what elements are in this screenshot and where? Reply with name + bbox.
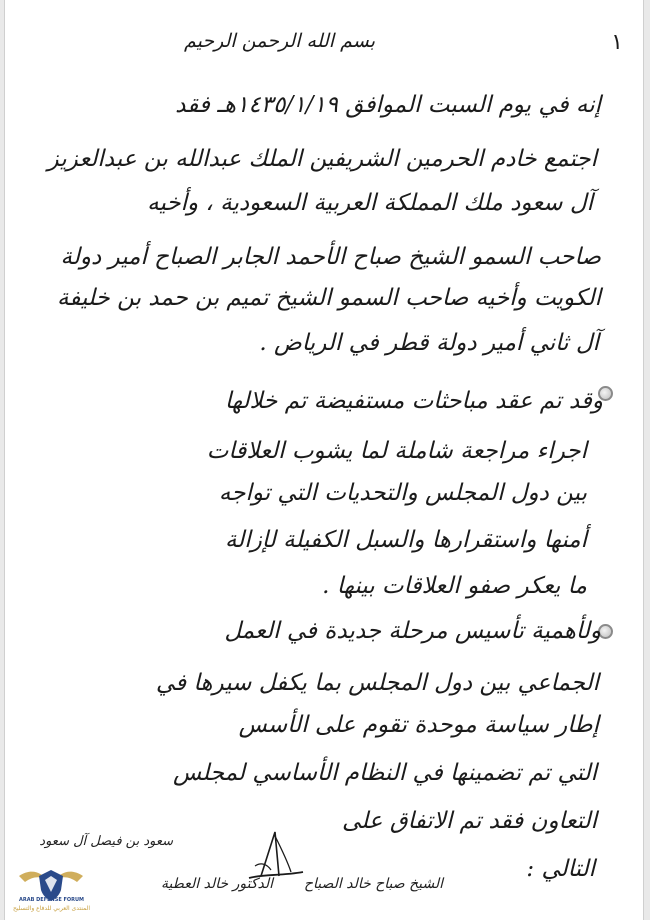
- basmala-heading: بسم الله الرحمن الرحيم: [184, 30, 375, 52]
- letter-line-17: التالي :: [526, 856, 595, 882]
- signature-name-center: الشيخ صباح خالد الصباح: [303, 876, 443, 892]
- letter-line-2: اجتمع خادم الحرمين الشريفين الملك عبدالله بن عبدالعزيز: [47, 146, 597, 172]
- letter-line-9: بين دول المجلس والتحديات التي تواجه: [218, 480, 587, 506]
- letter-line-13: الجماعي بين دول المجلس بما يكفل سيرها في: [155, 670, 599, 696]
- letter-line-4: صاحب السمو الشيخ صباح الأحمد الجابر الصباح أمير دولة: [60, 244, 601, 270]
- scanned-letter-page: [4, 0, 644, 920]
- logo-brand-arabic: المنتدى العربي للدفاع والتسليح: [13, 905, 90, 912]
- letter-line-8: اجراء مراجعة شاملة لما يشوب العلاقات: [206, 438, 587, 464]
- letter-line-15: التي تم تضمينها في النظام الأساسي لمجلس: [172, 760, 597, 786]
- signature-name-left: الدكتور خالد العطية: [161, 876, 273, 892]
- letter-line-11: ما يعكر صفو العلاقات بينها .: [322, 573, 587, 599]
- letter-line-6: آل ثاني أمير دولة قطر في الرياض .: [259, 330, 599, 356]
- handwritten-signature-icon: [241, 826, 311, 886]
- letter-line-3: آل سعود ملك المملكة العربية السعودية ، وأخيه: [147, 190, 593, 216]
- letter-line-5: الكويت وأخيه صاحب السمو الشيخ تميم بن حمد بن خليفة: [57, 285, 601, 311]
- logo-brand-english: ARAB DEFENSE FORUM: [19, 897, 85, 903]
- letter-line-12: ولأهمية تأسيس مرحلة جديدة في العمل: [224, 618, 601, 644]
- letter-line-7: وقد تم عقد مباحثات مستفيضة تم خلالها: [224, 388, 603, 414]
- letter-line-10: أمنها واستقرارها والسبل الكفيلة لإزالة: [224, 527, 587, 553]
- page-number: ١: [611, 30, 623, 55]
- letter-line-16: التعاون فقد تم الاتفاق على: [342, 808, 597, 834]
- letter-line-1: إنه في يوم السبت الموافق ١٤٣٥/١/١٩هـ فقد: [175, 92, 601, 118]
- signature-name-corner: سعود بن فيصل آل سعود: [39, 834, 173, 849]
- letter-line-14: إطار سياسة موحدة تقوم على الأسس: [238, 712, 599, 738]
